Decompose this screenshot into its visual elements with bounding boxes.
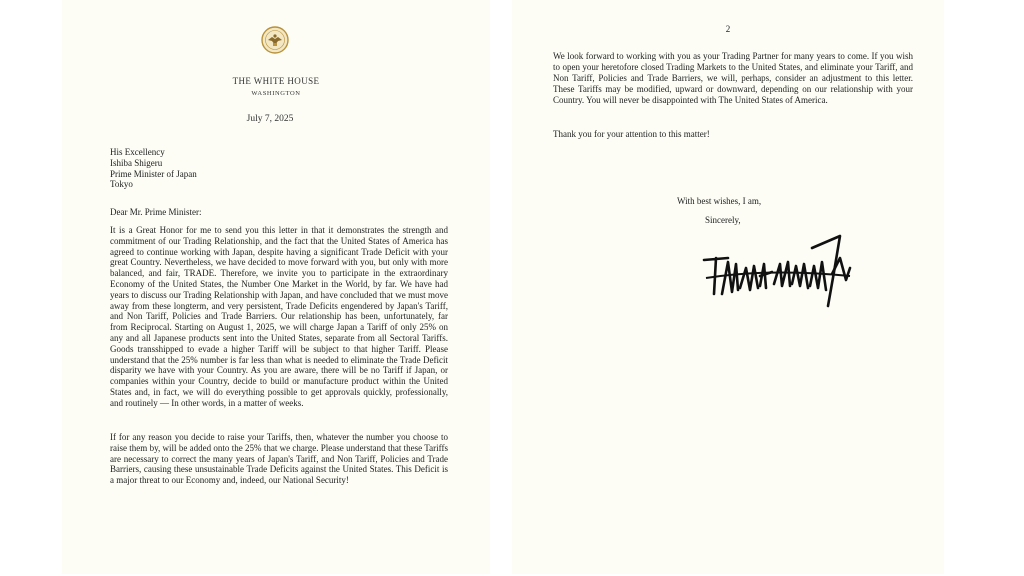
closing-line: With best wishes, I am, [677,196,762,206]
recipient-address [110,147,197,190]
body-paragraph-1: It is a Great Honor for me to send you this letter in that it demonstrates the strength and commitment of our Trading Relationship, and the fact that the United States of America has agreed to continue working with Japan, despite having a significant Trade Deficit with your great Country. Nevertheless, we have decided to move forward with you, but only with more balanced, and fair, TRADE. Therefore, we invite you to participate in the extraordinary Economy of the United States, the Number One Market in the World, by far. We have had years to discuss our Trading Relationship with Japan, and have concluded that we must move away from these longterm, and very persistent, Trade Deficits engendered by Japan's Tariff, and Non Tariff, Policies and Trade Barriers. Our relationship has been, unfortunately, far from Reciprocal. Starting on August 1, 2025, we will charge Japan a Tariff of only 25% on any and all Japanese products sent into the United States, separate from all Sectoral Tariffs. Goods transshipped to evade a higher Tariff will be subject to that higher Tariff. Please understand that the 25% number is far less than what is needed to eliminate the Trade Deficit disparity we have with your Country. As you are aware, there will be no Tariff if Japan, or companies within your Country, decide to build or manufacture product within the United States and, in fact, we will do everything possible to get approvals quickly, professionally, and routinely — In other words, in a matter of weeks. [110,225,448,408]
sincerely-line: Sincerely, [705,215,741,225]
thanks-line: Thank you for your attention to this matter! [553,129,710,139]
letter-date: July 7, 2025 [246,114,294,124]
letter-page-1 [62,0,490,574]
page-number: 2 [725,24,731,34]
salutation: Dear Mr. Prime Minister: [110,207,202,217]
presidential-seal-icon [261,26,289,54]
body-paragraph-2: If for any reason you decide to raise your Tariffs, then, whatever the number you choose to raise them by, will be added onto the 25% that we charge. Please understand that these Tariffs are necessary to correct the many years of Japan's Tariff, and Non Tariff, Policies and Trade Barriers, causing these unsustainable Trade Deficits against the United States. This Deficit is a major threat to our Economy and, indeed, our National Security! [110,432,448,486]
recipient-line: His Excellency [110,147,165,157]
body-paragraph-3: We look forward to working with you as your Trading Partner for many years to come. If you wish to open your heretofore closed Trading Markets to the United States, and eliminate your Tariff, and Non Tariff, Policies and Trade Barriers, we will, perhaps, consider an adjustment to this letter. These Tariffs may be modified, upward or downward, depending on our relationship with your Country. You will never be disappointed with The United States of America. [553,51,913,105]
letterhead-title: THE WHITE HOUSE [232,76,320,86]
recipient-line: Tokyo [110,179,133,190]
recipient-line: Ishiba Shigeru [110,157,163,168]
letter-page-2 [512,0,944,574]
recipient-line: Prime Minister of Japan [110,168,197,179]
signature-image [700,228,860,308]
letterhead-city: WASHINGTON [251,90,301,97]
